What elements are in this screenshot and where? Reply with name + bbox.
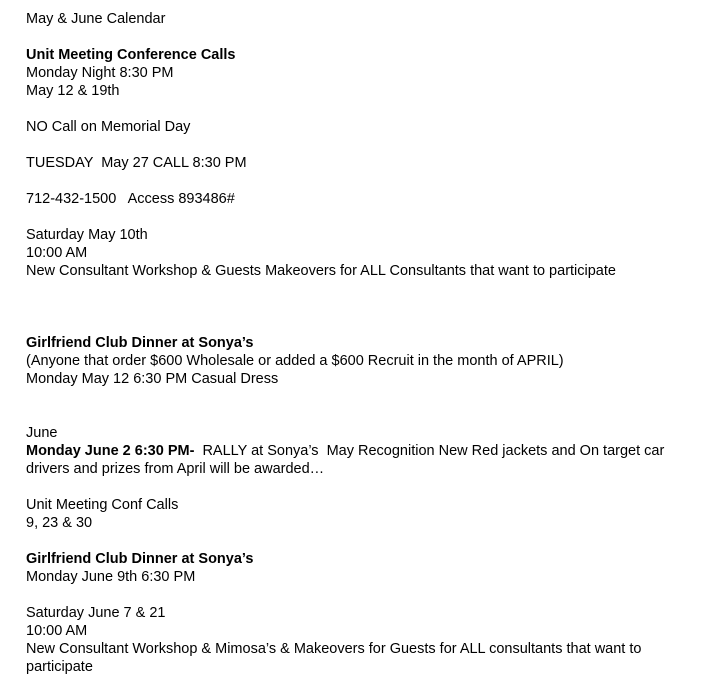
document-heading: May & June Calendar: [26, 11, 166, 27]
june-rally: [26, 442, 686, 478]
spacer: [26, 172, 686, 190]
may-workshop-description: New Consultant Workshop & Guests Makeovers for ALL Consultants that want to participate: [26, 263, 616, 279]
june-rally-text: RALLY at Sonya’s May Recognition New Red jackets and On target car drivers and prizes from April will be awarded…: [26, 443, 669, 477]
spacer: [26, 532, 686, 550]
june-workshop-time: 10:00 AM: [26, 623, 88, 639]
spacer: [26, 316, 686, 334]
tuesday-call: TUESDAY May 27 CALL 8:30 PM: [26, 155, 247, 171]
june-girlfriend-dinner-when: Monday June 9th 6:30 PM: [26, 569, 196, 585]
june-rally-datetime: Monday June 2 6:30 PM-: [26, 443, 195, 459]
may-girlfriend-dinner-when: Monday May 12 6:30 PM Casual Dress: [26, 371, 279, 387]
june-workshop-date: Saturday June 7 & 21: [26, 605, 166, 621]
may-unit-calls-title: Unit Meeting Conference Calls: [26, 47, 236, 63]
may-girlfriend-dinner-eligibility: (Anyone that order $600 Wholesale or added a $600 Recruit in the month of APRIL): [26, 353, 564, 369]
calendar-document: [26, 10, 686, 676]
spacer: [26, 280, 686, 316]
may-unit-calls-dates: May 12 & 19th: [26, 83, 120, 99]
phone-access: 712-432-1500 Access 893486#: [26, 191, 235, 207]
may-workshop-date: Saturday May 10th: [26, 227, 148, 243]
may-girlfriend-dinner-title: Girlfriend Club Dinner at Sonya’s: [26, 335, 254, 351]
spacer: [26, 388, 686, 424]
june-girlfriend-dinner-title: Girlfriend Club Dinner at Sonya’s: [26, 551, 254, 567]
may-unit-calls-time: Monday Night 8:30 PM: [26, 65, 174, 81]
june-unit-calls-title: Unit Meeting Conf Calls: [26, 497, 179, 513]
spacer: [26, 100, 686, 118]
may-workshop-time: 10:00 AM: [26, 245, 88, 261]
spacer: [26, 28, 686, 46]
memorial-day-note: NO Call on Memorial Day: [26, 119, 191, 135]
spacer: [26, 208, 686, 226]
june-label: June: [26, 425, 58, 441]
june-unit-calls-dates: 9, 23 & 30: [26, 515, 93, 531]
spacer: [26, 136, 686, 154]
spacer: [26, 478, 686, 496]
spacer: [26, 586, 686, 604]
june-workshop-description: New Consultant Workshop & Mimosa’s & Makeovers for Guests for ALL consultants that want to participate: [26, 641, 646, 675]
